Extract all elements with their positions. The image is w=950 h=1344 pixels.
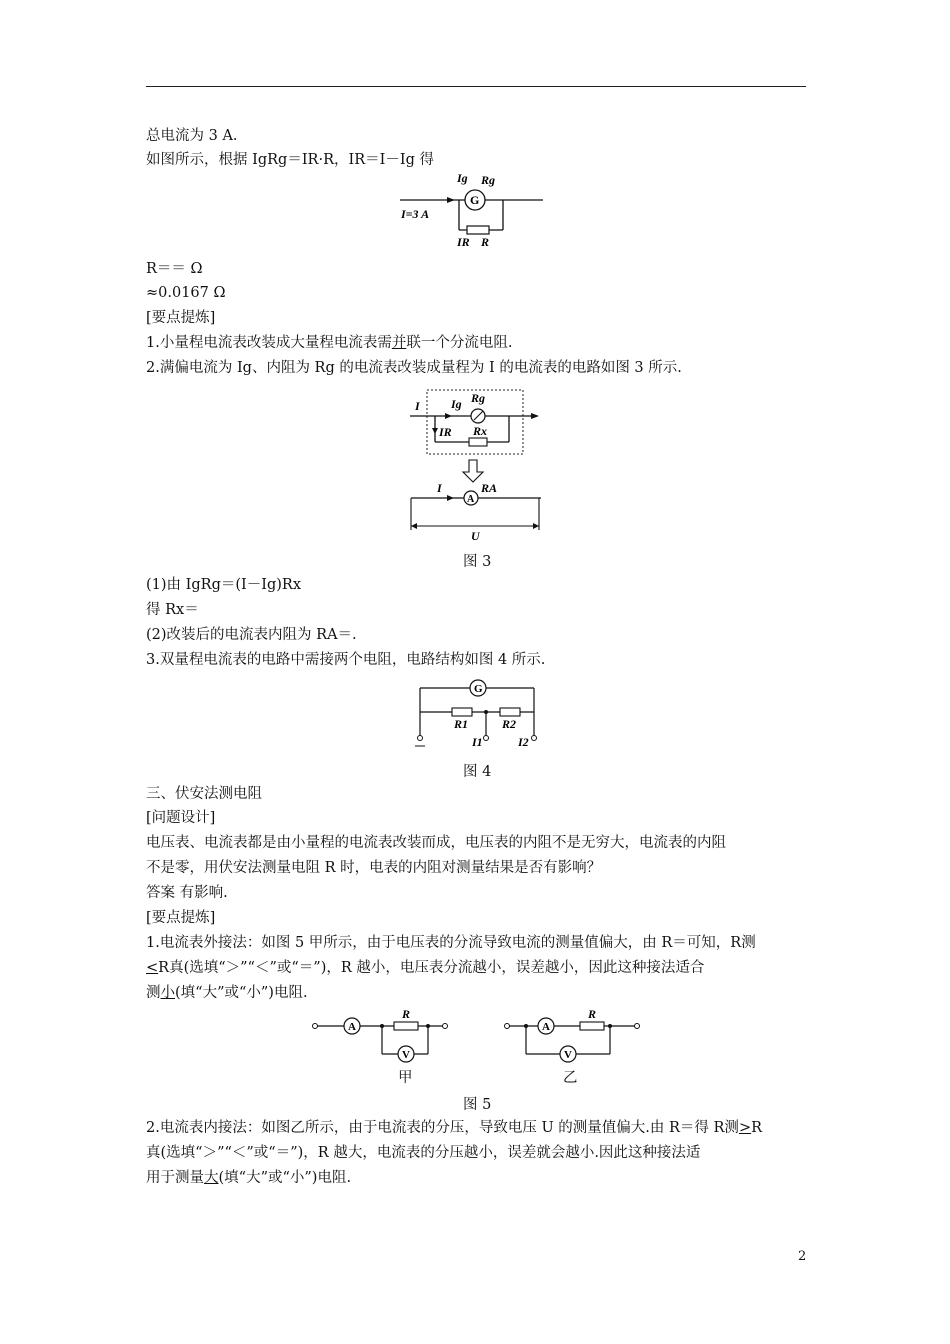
text-line: 得 Rx＝ [146,602,199,618]
text-line: 2.满偏电流为 Ig、内阻为 Rg 的电流表改装成量程为 I 的电流表的电路如图 3 所示. [146,360,682,376]
header-rule [146,86,806,87]
text-line: 测小(填“大”或“小”)电阻. [146,985,308,1001]
svg-text:V: V [402,1049,410,1061]
text-line: [要点提炼] [146,910,216,926]
text-line: 1.电流表外接法：如图 5 甲所示，由于电压表的分流导致电流的测量值偏大，由 R＝可知，R测 [146,935,756,951]
svg-text:R2: R2 [502,717,517,731]
svg-text:Ig: Ig [457,171,468,185]
svg-text:G: G [470,193,480,207]
text-line: [要点提炼] [146,310,216,326]
text-line: 2.电流表内接法：如图乙所示，由于电流表的分压，导致电压 U 的测量值偏大.由 R＝得 R测>R [146,1120,763,1136]
text-line: ≈0.0167 Ω [146,285,226,301]
text-line: 如图所示，根据 IgRg＝IR·R，IR＝I－Ig 得 [146,152,434,168]
svg-text:Rx: Rx [473,424,488,438]
svg-text:V: V [564,1049,572,1061]
svg-text:I: I [437,481,442,495]
text-line: R＝＝ Ω [146,261,203,277]
svg-text:I1: I1 [472,735,483,749]
figure-caption: 图 3 [463,554,492,570]
circuit-diagram-5-jia [310,1008,450,1088]
svg-text:R1: R1 [454,717,469,731]
svg-text:R: R [481,235,490,249]
svg-text:U: U [471,529,480,543]
circuit-diagram-3 [405,386,545,546]
figure-sublabel: 乙 [563,1070,578,1086]
text-line: <R真(选填“＞”“＜”或“＝”)，R 越小，电压表分流越小，误差越小，因此这种接法适合 [146,960,705,976]
svg-text:A: A [467,494,475,505]
figure-caption: 图 4 [463,764,492,780]
text-line: 3.双量程电流表的电路中需接两个电阻，电路结构如图 4 所示. [146,652,546,668]
svg-text:IR: IR [439,425,452,439]
text-line: (2)改装后的电流表内阻为 RA＝. [146,627,357,643]
text-line: 电压表、电流表都是由小量程的电流表改装而成，电压表的内阻不是无穷大，电流表的内阻 [146,835,726,851]
svg-text:IR: IR [457,235,470,249]
svg-text:I2: I2 [518,735,529,749]
circuit-diagram-4 [410,676,540,752]
text-line: 1.小量程电流表改装成大量程电流表需并联一个分流电阻. [146,335,513,351]
svg-text:RA: RA [481,481,498,495]
answer-line: 答案 有影响. [146,885,228,901]
svg-text:A: A [348,1021,356,1033]
text-line: 不是零，用伏安法测量电阻 R 时，电表的内阻对测量结果是否有影响？ [146,860,602,876]
page-number: 2 [798,1249,807,1264]
text-line: 用于测量大(填“大”或“小”)电阻. [146,1170,352,1186]
text-line: (1)由 IgRg＝(I－Ig)Rx [146,577,302,593]
svg-text:Rg: Rg [471,391,486,405]
svg-text:R: R [588,1007,597,1021]
circuit-diagram-1 [395,168,555,252]
svg-text:I: I [415,399,420,413]
figure-sublabel: 甲 [398,1070,413,1086]
svg-text:Ig: Ig [451,397,462,411]
text-line: 总电流为 3 A. [146,128,238,144]
svg-text:I=3 A: I=3 A [401,207,430,221]
svg-text:Rg: Rg [481,173,496,187]
svg-text:A: A [542,1021,550,1033]
svg-text:G: G [474,683,483,695]
section-heading: 三、伏安法测电阻 [146,786,262,802]
text-line: 真(选填“＞”“＜”或“＝”)，R 越大，电流表的分压越小，误差就会越小.因此这种接法适 [146,1145,701,1161]
figure-caption: 图 5 [463,1097,492,1113]
text-line: [问题设计] [146,810,216,826]
svg-text:R: R [402,1007,411,1021]
